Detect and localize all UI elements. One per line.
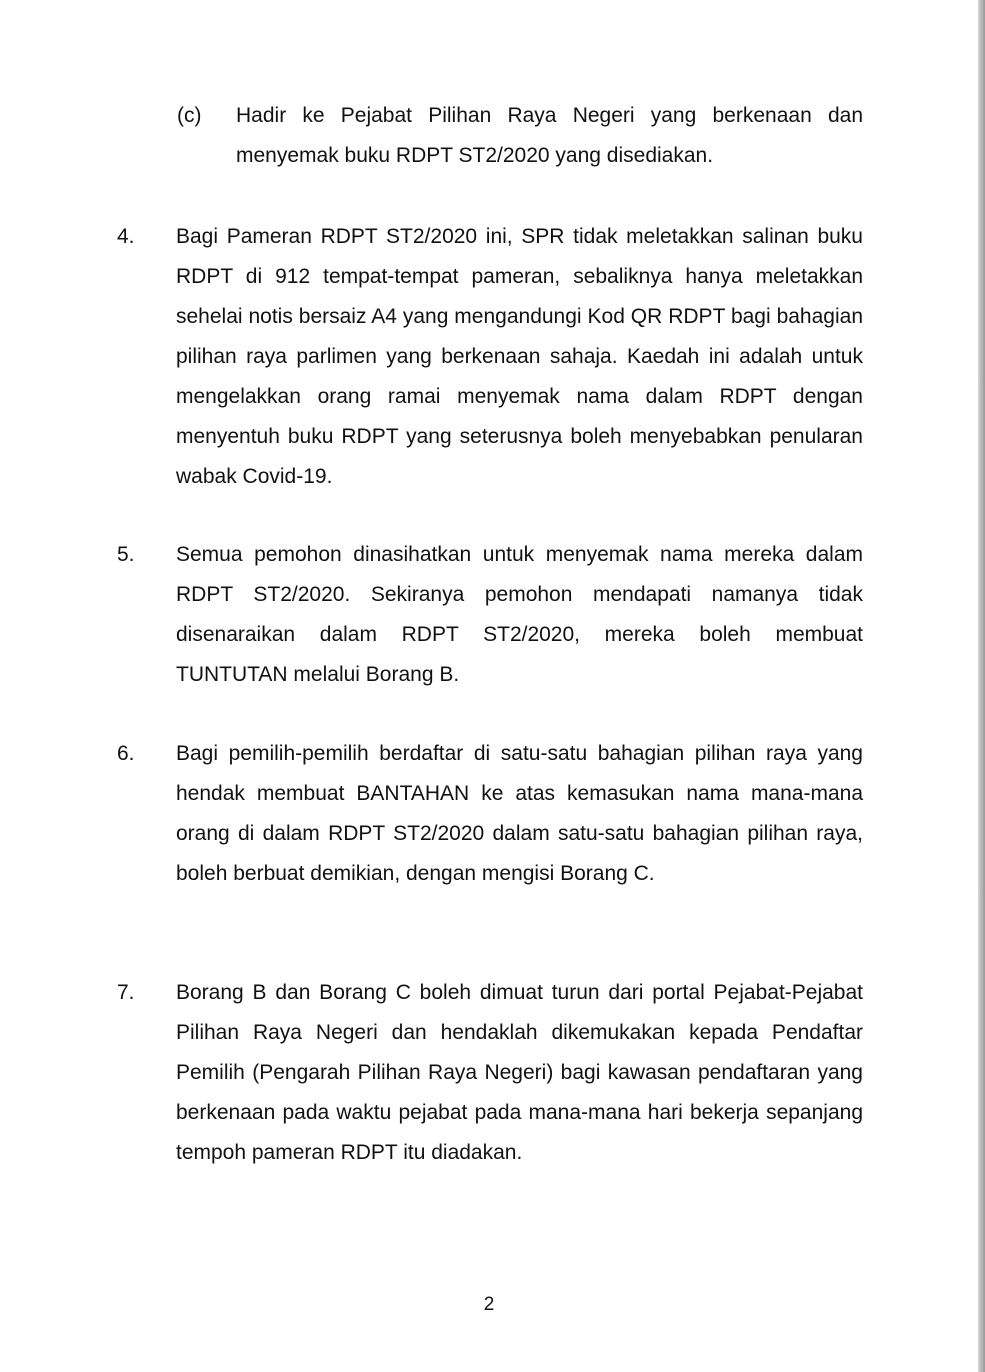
paragraph-6 [117, 734, 863, 934]
sub-item-text: Hadir ke Pejabat Pilihan Raya Negeri yang berkenaan dan menyemak buku RDPT ST2/2020 yang disediakan. [236, 104, 863, 167]
paragraph-number: 4. [117, 225, 135, 248]
paragraph-5 [117, 535, 863, 695]
paragraph-text: Bagi Pameran RDPT ST2/2020 ini, SPR tidak meletakkan salinan buku RDPT di 912 tempat-tempat pameran, sebaliknya hanya meletakkan sehelai notis bersaiz A4 yang mengandungi Kod QR RDPT bagi bahagian pilihan raya parlimen yang berkenaan sahaja. Kaedah ini adalah untuk mengelakkan orang ramai menyemak nama dalam RDPT dengan menyentuh buku RDPT yang seterusnya boleh menyebabkan penularan wabak Covid-19. [176, 225, 863, 488]
paragraph-text: Semua pemohon dinasihatkan untuk menyemak nama mereka dalam RDPT ST2/2020. Sekiranya pemohon mendapati namanya tidak disenaraikan dalam RDPT ST2/2020, mereka boleh membuat TUNTUTAN melalui Borang B. [176, 543, 863, 686]
paragraph-number: 7. [117, 981, 135, 1004]
page-edge-shadow [978, 0, 985, 1372]
sub-item-marker: (c) [177, 104, 202, 127]
sub-item-c [177, 96, 863, 176]
paragraph-text: Borang B dan Borang C boleh dimuat turun dari portal Pejabat-Pejabat Pilihan Raya Negeri dan hendaklah dikemukakan kepada Pendaftar Pemilih (Pengarah Pilihan Raya Negeri) bagi kawasan pendaftaran yang berkenaan pada waktu pejabat pada mana-mana hari bekerja sepanjang tempoh pameran RDPT itu diadakan. [176, 981, 863, 1164]
paragraph-7 [117, 973, 863, 1173]
paragraph-number: 6. [117, 742, 135, 765]
page-number: 2 [483, 1294, 495, 1315]
paragraph-4 [117, 217, 863, 497]
paragraph-number: 5. [117, 543, 135, 566]
paragraph-text: Bagi pemilih-pemilih berdaftar di satu-satu bahagian pilihan raya yang hendak membuat BANTAHAN ke atas kemasukan nama mana-mana orang di dalam RDPT ST2/2020 dalam satu-satu bahagian pilihan raya, boleh berbuat demikian, dengan mengisi Borang C. [176, 742, 863, 885]
